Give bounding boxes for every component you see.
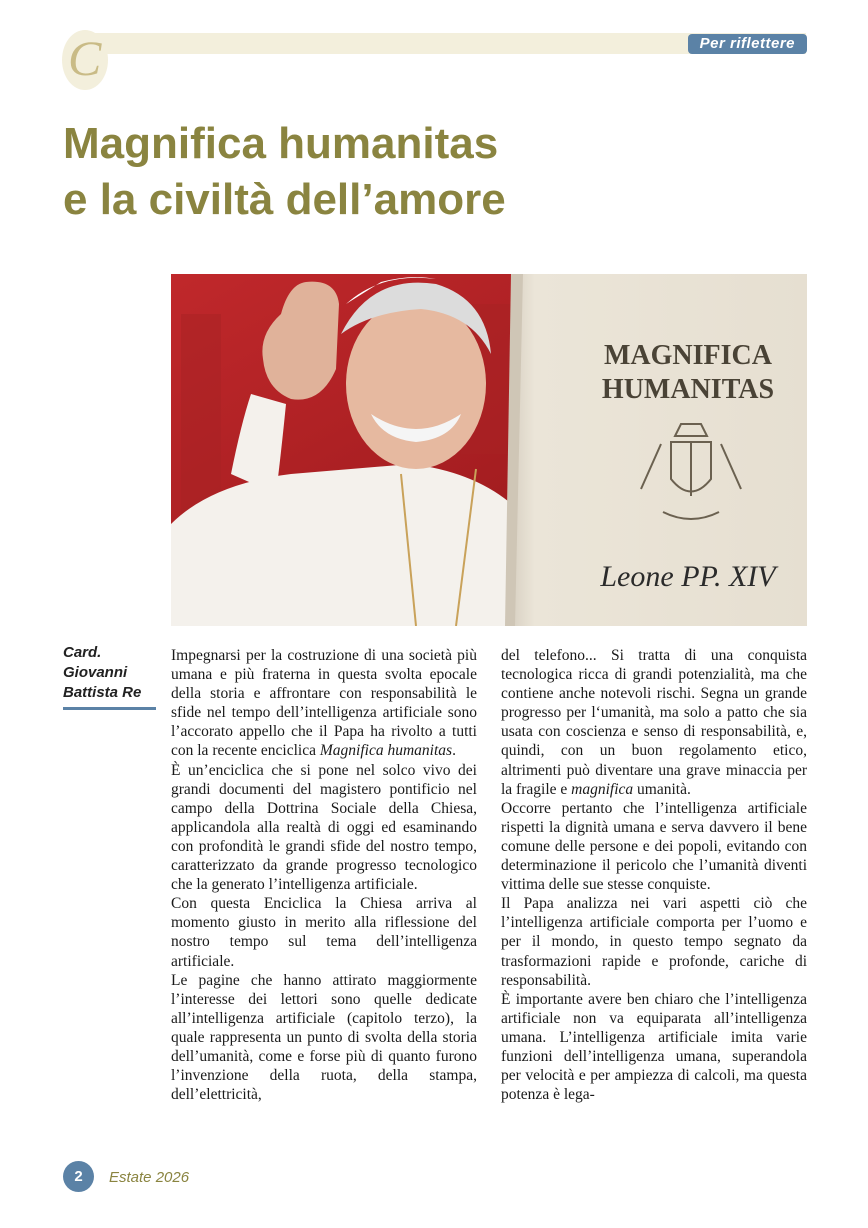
byline-rule [63, 707, 156, 710]
title-line-2: e la civiltà dell’amore [63, 175, 506, 224]
article-column-2 [501, 646, 807, 1104]
article-column-1 [171, 646, 477, 1104]
paragraph: È importante avere ben chiaro che l’intelligenza artificiale non va equiparata all’intelligenza umana. L’intelligenza artificiale imita varie funzioni dell’intelligenza umana, superandola per velocità e per ampiezza di calcoli, ma questa potenza è lega- [501, 990, 807, 1104]
photo-illustration [171, 274, 807, 626]
section-initial: C [68, 30, 102, 86]
paragraph: È un’enciclica che si pone nel solco vivo dei grandi documenti del magistero pontificio nel campo della Dottrina Sociale della Chiesa, applicandola alla realtà di oggi ed esaminando con profondità le grandi sfide del nostro tempo, caratterizzato da grande progresso tecnologico che la generato l’intelligenza artificiale. [171, 761, 477, 894]
emphasis: magnifica [571, 780, 634, 798]
book-title-line-2: HUMANITAS [601, 374, 775, 405]
paragraph: Le pagine che hanno attirato maggiormente l’interesse dei lettori sono quelle dedicate all’intelligenza artificiale (capitolo terzo), la quale rappresenta un punto di svolta della storia dell’umanità, come e forse più di quanto furono l’invenzione della ruota, della stampa, dell’elettricità, [171, 971, 477, 1104]
papal-signature: Leone PP. XIV [600, 560, 776, 593]
text-run: . [452, 742, 456, 760]
author-line-1: Card. [63, 644, 102, 661]
issue-label: Estate 2026 [109, 1169, 190, 1186]
byline [63, 643, 156, 710]
text-run: del telefono... Si tratta di una conquista tecnologica ricca di grandi potenzialità, ma che contiene anche notevoli rischi. Segna un grande progresso per l‘umanità, ma solo a patto che sia usata con coscienza e senso di responsabilità, e, quindi, con un buon regolamento etico, altrimenti può diventare una grave minaccia per la fragile e [501, 647, 807, 798]
text-run: umanità. [633, 780, 691, 798]
article-photo [171, 274, 807, 626]
title-line-1: Magnifica humanitas [63, 119, 499, 168]
section-initial-badge [62, 30, 108, 90]
author-line-2: Giovanni [63, 664, 128, 681]
article-title [63, 116, 506, 228]
paragraph [171, 646, 477, 761]
paragraph: Occorre pertanto che l’intelligenza artificiale rispetti la dignità umana e serva davvero il bene comune delle persone e dei popoli, evitando con determinazione il pericolo che l’umanità diventi vittima delle sue stesse conquiste. [501, 799, 807, 894]
author-line-3: Battista Re [63, 684, 142, 701]
text-run: Impegnarsi per la costruzione di una società più umana e più fraterna in questa svolta epocale della storia e affrontare con responsabilità le sfide nel tempo dell’intelligenza artificiale sono l’accorato appello che il Papa ha rivolto a tutti con la recente enciclica [171, 647, 477, 760]
page-number: 2 [63, 1161, 94, 1192]
author-name [63, 643, 156, 703]
encyclical-title: Magnifica humanitas [319, 742, 453, 760]
book-cover [505, 274, 807, 626]
paragraph: Il Papa analizza nei vari aspetti ciò che l’intelligenza artificiale comporta per l’uomo e per il mondo, in questo tempo segnato da trasformazioni rapide e profonde, cariche di responsabilità. [501, 895, 807, 989]
paragraph [501, 646, 807, 799]
book-title-line-1: MAGNIFICA [604, 340, 772, 371]
paragraph: Con questa Enciclica la Chiesa arriva al momento giusto in merito alla riflessione del nostro tempo sul tema dell’intelligenza artificiale. [171, 895, 477, 970]
section-tag: Per riflettere [688, 34, 807, 54]
